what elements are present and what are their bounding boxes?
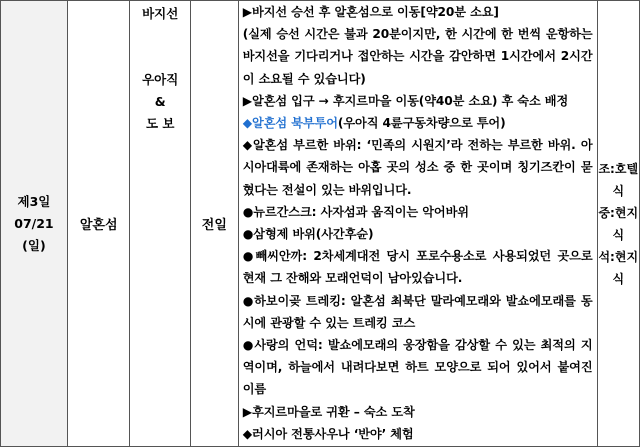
schedule-line-transfer: ▶알혼섬 입구 → 후지르마을 이동(약40분 소요) 후 숙소 배정: [242, 93, 569, 108]
transport-barge: 바지선: [142, 6, 179, 21]
dinner-suffix: 식: [612, 271, 625, 286]
schedule-line-barge: ▶바지선 승선 후 알혼섬으로 이동[약20분 소요]: [242, 5, 499, 19]
day-weekday: (일): [22, 237, 46, 253]
schedule-line-peschanka: ●빼씨안까: 2차세계대전 당시 포로수용소로 사용되었던 곳으로 현재 그 잔해와 모래언덕이 남아있습니다.: [242, 249, 593, 286]
schedule-line-love-hill: ●사랑의 언덕: 발쇼에모래의 웅장함을 감상할 수 있는 최적의 지역이며, 하늘에서 내려다보면 하트 모양으로 되어 있어서 붙여진 이름: [242, 338, 593, 397]
schedule-text: [239, 1, 597, 445]
transport-uaz: 우아직: [142, 72, 179, 87]
day-label: 제3일: [17, 193, 51, 209]
day-date: 07/21: [14, 215, 54, 231]
lunch-label: 중:현지: [598, 205, 639, 220]
dinner-label: 석:현지: [598, 249, 639, 264]
north-tour-title: 알혼섬 북부투어: [252, 116, 338, 131]
day-cell: [1, 1, 68, 447]
breakfast-label: 조:호텔: [598, 161, 639, 176]
schedule-line-north-tour: [243, 112, 593, 134]
lunch-suffix: 식: [612, 227, 625, 242]
time-cell: [190, 1, 238, 447]
transport-ampersand: &: [154, 94, 166, 109]
time-label: 전일: [201, 218, 227, 233]
region-cell: [67, 1, 130, 447]
itinerary-row: [1, 1, 640, 447]
north-tour-note: (우아직 4륜구동차량으로 투어): [337, 116, 506, 131]
schedule-line-nyurganskaya: ●뉴르간스크: 사자섬과 움직이는 악어바위: [242, 204, 469, 219]
meals-cell: [597, 1, 639, 447]
schedule-line-return: ▶후지르마을로 귀환 – 숙소 도착: [242, 404, 415, 419]
schedule-line-banya: ◆러시아 전통사우나 ‘반야’ 체험: [242, 426, 414, 441]
transport-walk: 도 보: [145, 116, 175, 131]
schedule-line-burkhan: ◆알혼섬 부르한 바위: ‘민족의 시원지’라 전하는 부르한 바위. 아시아대륙에 존재하는 아홉 곳의 성소 중 한 곳이며 칭기즈칸이 묻혔다는 전설이 있는 바위입니다.: [242, 138, 593, 197]
region-label: 알혼섬: [79, 218, 118, 233]
breakfast-suffix: 식: [612, 183, 625, 198]
transport-cell: [130, 1, 191, 447]
schedule-line-khoboy: ●하보이곶 트레킹: 알혼섬 최북단 말라예모래와 발쇼에모래를 동시에 관광할 수 있는 트레킹 코스: [242, 293, 593, 330]
diamond-icon: ◆: [242, 116, 253, 131]
schedule-line-three-brothers: ●삼형제 바위(사간후슌): [242, 227, 374, 242]
schedule-line-note: (실제 승선 시간은 불과 20분이지만, 한 시간에 한 번씩 운항하는 바지선을 기다리거나 접안하는 시간을 감안하면 1시간에서 2시간이 소요될 수 있습니다): [242, 27, 593, 86]
schedule-cell: [238, 1, 597, 447]
